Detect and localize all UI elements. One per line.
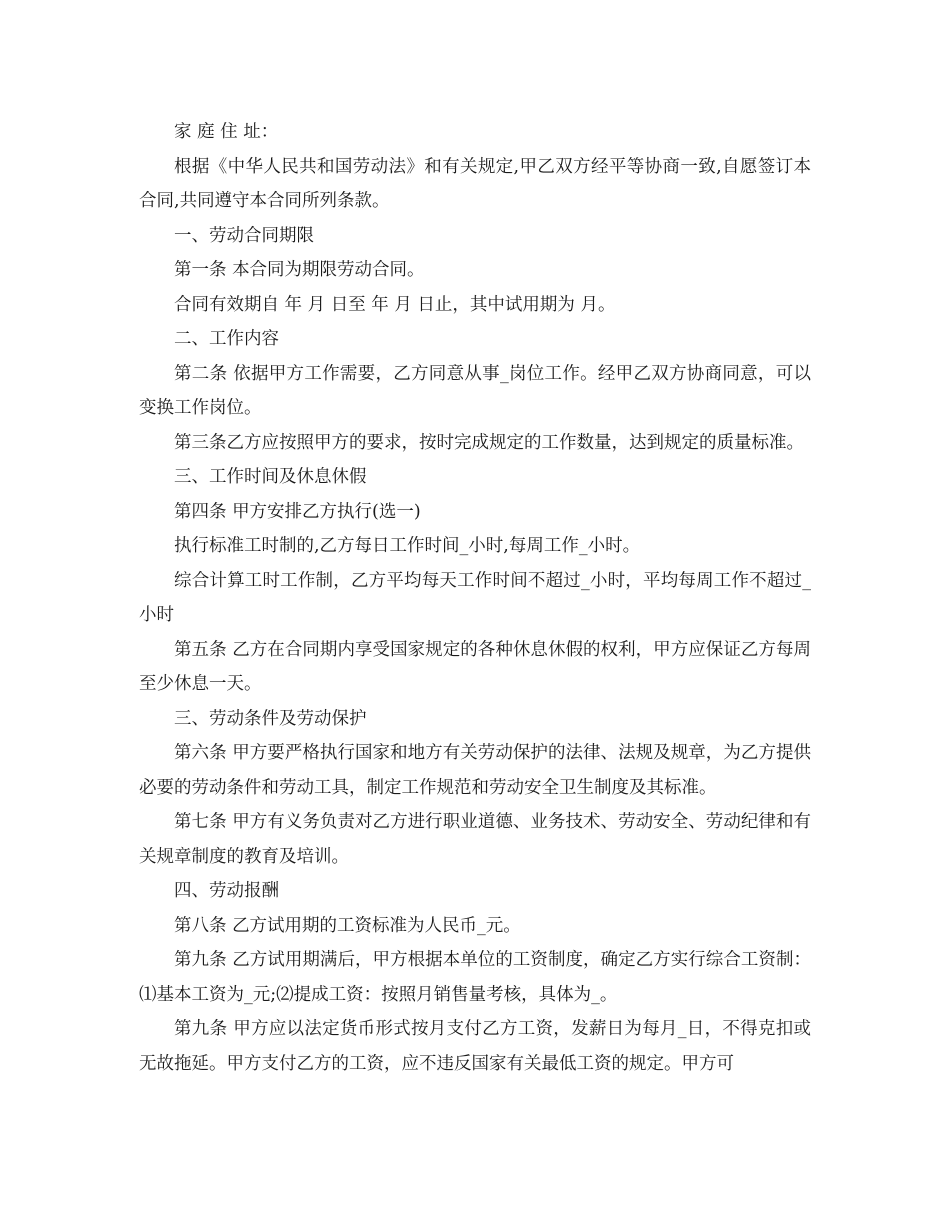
- article-5: 第五条 乙方在合同期内享受国家规定的各种休息休假的权利，甲方应保证乙方每周至少休息一天。: [139, 639, 811, 694]
- contract-body: [139, 115, 811, 1081]
- section-heading-work-content: 二、工作内容: [174, 329, 279, 349]
- article-9-salary-system: 第九条 乙方试用期满后，甲方根据本单位的工资制度，确定乙方实行综合工资制：⑴基本工资为_元;⑵提成工资：按照月销售量考核，具体为_。: [139, 950, 811, 1005]
- article-9-payment: 第九条 甲方应以法定货币形式按月支付乙方工资，发薪日为每月_日，不得克扣或无故拖延。甲方支付乙方的工资，应不违反国家有关最低工资的规定。甲方可: [139, 1019, 811, 1074]
- section-heading-remuneration: 四、劳动报酬: [174, 881, 279, 901]
- article-3: 第三条乙方应按照甲方的要求，按时完成规定的工作数量，达到规定的质量标准。: [174, 432, 804, 453]
- standard-hours-paragraph: 执行标准工时制的,乙方每日工作时间_小时,每周工作_小时。: [174, 536, 641, 556]
- preamble-paragraph: 根据《中华人民共和国劳动法》和有关规定,甲乙双方经平等协商一致,自愿签订本合同,共同遵守本合同所列条款。: [139, 156, 811, 211]
- comprehensive-hours-paragraph: 综合计算工时工作制，乙方平均每天工作时间不超过_小时，平均每周工作不超过_小时: [139, 570, 811, 625]
- article-6: 第六条 甲方要严格执行国家和地方有关劳动保护的法律、法规及规章，为乙方提供必要的劳动条件和劳动工具，制定工作规范和劳动安全卫生制度及其标准。: [139, 743, 811, 798]
- home-address-line: 家 庭 住 址：: [174, 122, 279, 142]
- article-4: 第四条 甲方安排乙方执行(选一): [174, 501, 421, 522]
- article-1: 第一条 本合同为期限劳动合同。: [174, 260, 425, 280]
- section-heading-working-hours: 三、工作时间及休息休假: [174, 467, 367, 487]
- section-heading-labor-protection: 三、劳动条件及劳动保护: [174, 708, 367, 729]
- article-7: 第七条 甲方有义务负责对乙方进行职业道德、业务技术、劳动安全、劳动纪律和有关规章制度的教育及培训。: [139, 812, 811, 867]
- article-2: 第二条 依据甲方工作需要，乙方同意从事_岗位工作。经甲乙双方协商同意，可以变换工作岗位。: [139, 363, 811, 418]
- validity-period-paragraph: 合同有效期自 年 月 日至 年 月 日止，其中试用期为 月。: [174, 294, 616, 315]
- article-8: 第八条 乙方试用期的工资标准为人民币_元。: [174, 915, 521, 936]
- section-heading-contract-term: 一、劳动合同期限: [174, 225, 314, 246]
